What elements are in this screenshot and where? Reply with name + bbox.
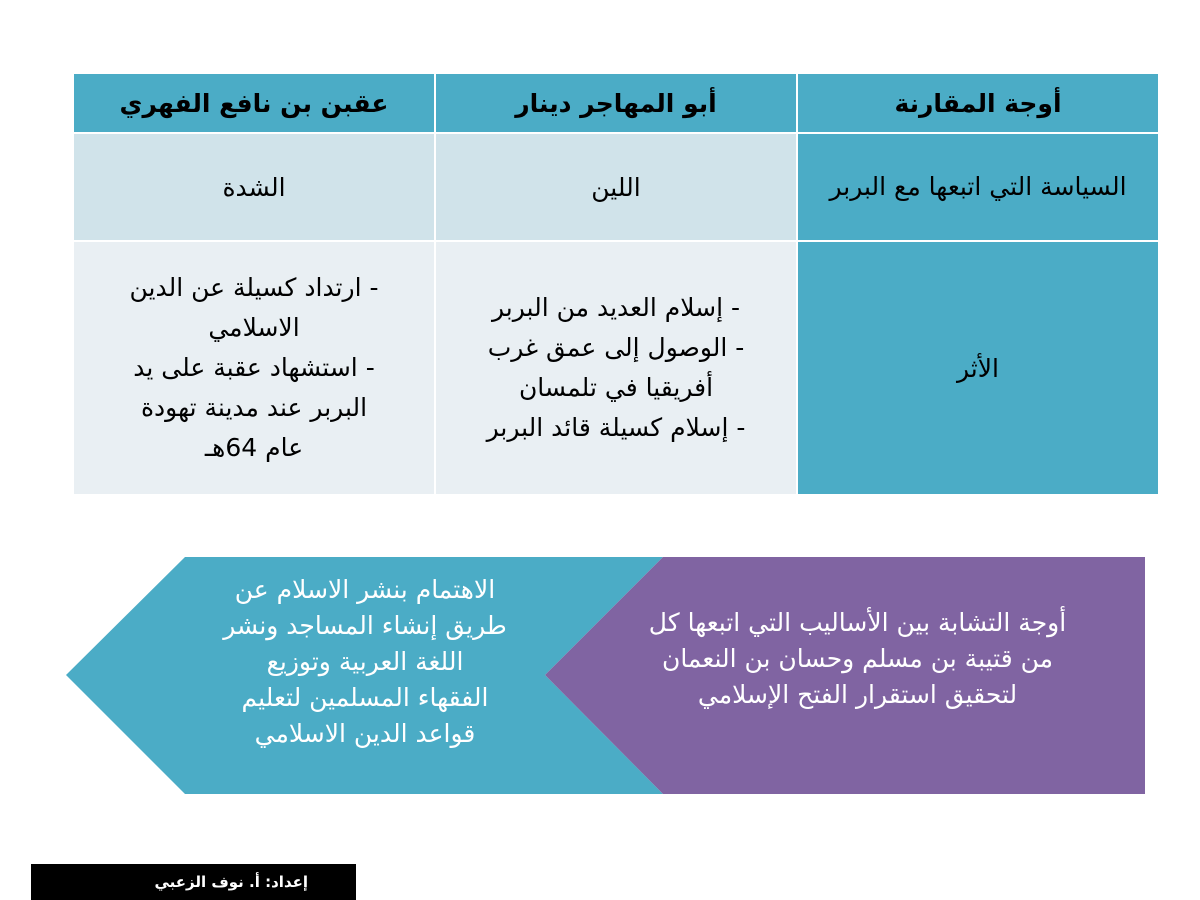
header-comparison-aspects: أوجة المقارنة bbox=[797, 73, 1159, 133]
header-uqba: عقبن بن نافع الفهري bbox=[73, 73, 435, 133]
effect-line: الاسلامي bbox=[208, 313, 300, 342]
result-line: اللغة العربية وتوزيع bbox=[266, 647, 464, 676]
similarity-line: من قتيبة بن مسلم وحسان بن النعمان bbox=[661, 644, 1054, 673]
result-line: طريق إنشاء المساجد ونشر bbox=[223, 611, 507, 640]
row-label-policy-text: السياسة التي اتبعها مع البربر bbox=[829, 172, 1127, 201]
similarity-line: أوجة التشابة بين الأساليب التي اتبعها كل bbox=[648, 608, 1067, 637]
similarity-text bbox=[570, 605, 1145, 713]
result-line: قواعد الدين الاسلامي bbox=[254, 719, 476, 748]
effect-line: أفريقيا في تلمسان bbox=[518, 373, 714, 402]
result-text bbox=[150, 572, 580, 752]
header-abu-muhajir: أبو المهاجر دينار bbox=[435, 73, 797, 133]
effect-line: - ارتداد كسيلة عن الدين bbox=[129, 273, 379, 302]
result-line: الاهتمام بنشر الاسلام عن bbox=[234, 575, 496, 604]
cell-uqba-policy: الشدة bbox=[73, 133, 435, 241]
effect-line: - استشهاد عقبة على يد bbox=[133, 353, 375, 382]
row-label-effect: الأثر bbox=[797, 241, 1159, 495]
result-line: الفقهاء المسلمين لتعليم bbox=[241, 683, 489, 712]
author-credit: إعداد: أ. نوف الزعبي bbox=[31, 864, 356, 900]
effect-line: عام 64هـ bbox=[204, 433, 304, 462]
effect-line: - إسلام كسيلة قائد البربر bbox=[486, 413, 746, 442]
effect-line: - الوصول إلى عمق غرب bbox=[487, 333, 745, 362]
similarity-line: لتحقيق استقرار الفتح الإسلامي bbox=[697, 680, 1018, 709]
effect-line: البربر عند مدينة تهودة bbox=[140, 393, 368, 422]
effect-line: - إسلام العديد من البربر bbox=[492, 293, 740, 322]
cell-abu-muhajir-policy: اللين bbox=[435, 133, 797, 241]
